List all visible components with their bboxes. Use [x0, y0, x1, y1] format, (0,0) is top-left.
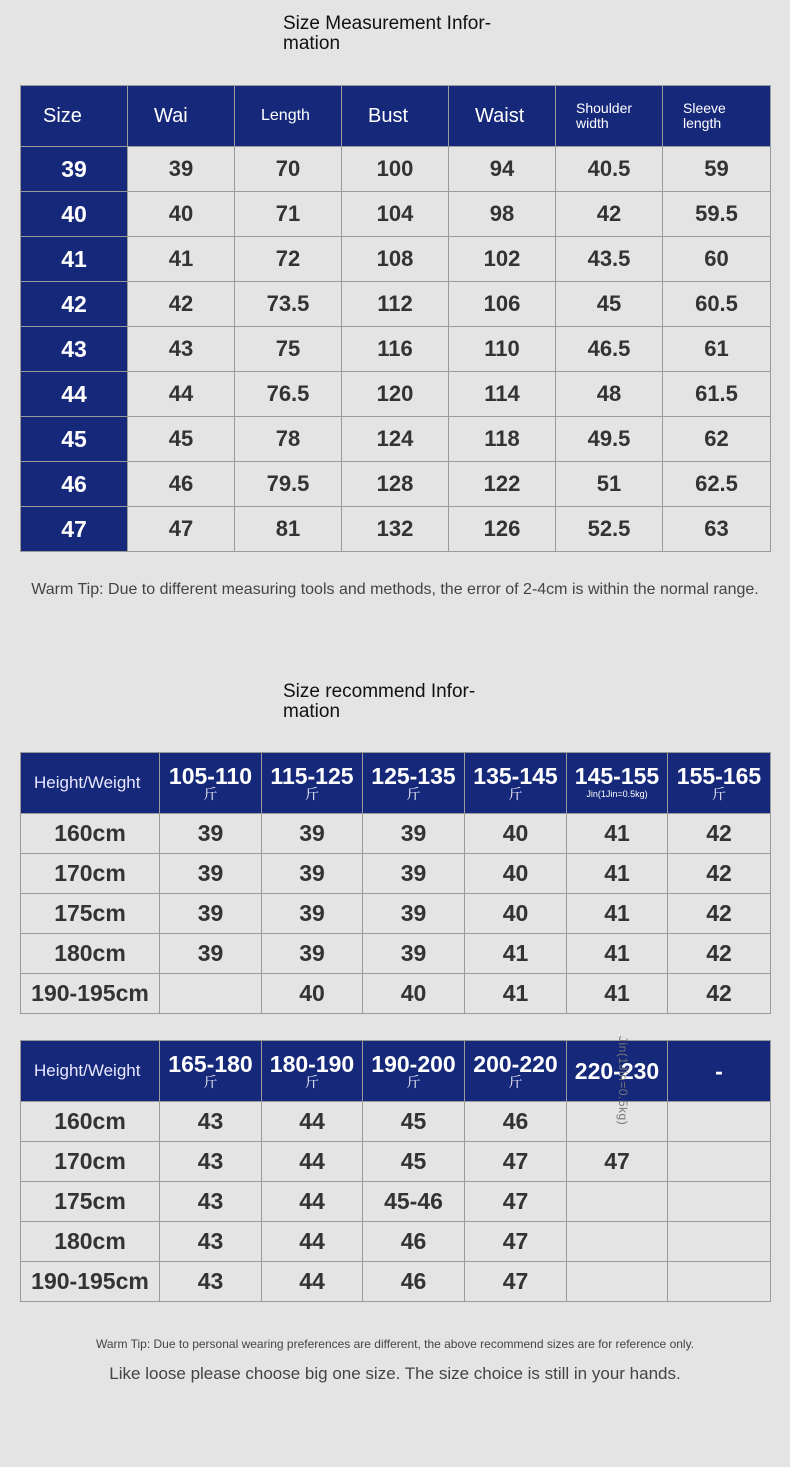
table-header-row [21, 1041, 771, 1102]
table-cell: 40 [465, 814, 567, 854]
table-cell: 46 [363, 1222, 465, 1262]
table-cell: 46.5 [556, 327, 663, 372]
table-row [21, 327, 771, 372]
table-cell: 43 [160, 1262, 262, 1302]
jin-conversion-note: Jin(1Jin=0.5kg) [616, 1036, 630, 1126]
table-cell: 47 [465, 1142, 567, 1182]
weight-unit: 斤 [305, 1074, 319, 1090]
table-cell: 75 [235, 327, 342, 372]
table-cell: 59 [663, 147, 771, 192]
table-cell: 132 [342, 507, 449, 552]
weight-range-label: 180-190 [269, 1051, 355, 1077]
header-length: Length [235, 86, 342, 147]
weight-unit: 斤 [406, 786, 421, 802]
weight-unit: 斤 [508, 1074, 523, 1090]
table-cell: 79.5 [235, 462, 342, 507]
table-row [21, 462, 771, 507]
size-measurement-table [20, 85, 771, 552]
table-cell: 44 [262, 1142, 363, 1182]
table-cell: 47 [465, 1182, 567, 1222]
table-cell: 41 [567, 894, 668, 934]
table-cell: 47 [567, 1142, 668, 1182]
height-label-cell: 180cm [21, 1222, 160, 1262]
table-cell: 45 [363, 1102, 465, 1142]
table-cell: 44 [262, 1102, 363, 1142]
table-cell: 42 [668, 894, 771, 934]
height-label-cell: 180cm [21, 934, 160, 974]
table-row [21, 1262, 771, 1302]
weight-unit: 斤 [406, 1074, 421, 1090]
table-cell: 41 [465, 934, 567, 974]
table-cell: 43 [160, 1222, 262, 1262]
table-cell: 44 [128, 372, 235, 417]
table-cell: 39 [262, 814, 363, 854]
header-height-weight: Height/Weight [21, 1041, 160, 1102]
table-cell: 42 [668, 854, 771, 894]
table-cell: 76.5 [235, 372, 342, 417]
table-cell: 46 [363, 1262, 465, 1302]
table-cell: 110 [449, 327, 556, 372]
table-cell: 102 [449, 237, 556, 282]
size-recommend-table-b [20, 1040, 771, 1302]
size-label-cell: 44 [21, 372, 128, 417]
table-row [21, 854, 771, 894]
table-row [21, 1102, 771, 1142]
header-weight-range [262, 753, 363, 814]
table-cell: 81 [235, 507, 342, 552]
height-label-cell: 175cm [21, 894, 160, 934]
table-cell: 60.5 [663, 282, 771, 327]
table-row [21, 147, 771, 192]
table-cell: 41 [567, 934, 668, 974]
table-cell: 52.5 [556, 507, 663, 552]
table-cell: 39 [160, 894, 262, 934]
height-label-cell: 175cm [21, 1182, 160, 1222]
weight-unit: 斤 [203, 1074, 218, 1090]
table-cell: 122 [449, 462, 556, 507]
weight-unit: 斤 [305, 786, 319, 802]
table-row [21, 192, 771, 237]
size-label-cell: 45 [21, 417, 128, 462]
height-label-cell: 170cm [21, 1142, 160, 1182]
table-cell: 116 [342, 327, 449, 372]
table-row [21, 974, 771, 1014]
table-cell: 41 [567, 974, 668, 1014]
height-label-cell: 190-195cm [21, 974, 160, 1014]
table-cell: 47 [465, 1262, 567, 1302]
table-cell: 43 [160, 1142, 262, 1182]
table-cell: 120 [342, 372, 449, 417]
table-cell: 63 [663, 507, 771, 552]
table-row [21, 894, 771, 934]
table-cell: 45 [363, 1142, 465, 1182]
weight-unit: 斤 [203, 786, 218, 802]
table-cell: 39 [363, 854, 465, 894]
table-cell [567, 1262, 668, 1302]
table-cell: 61 [663, 327, 771, 372]
table-cell: 124 [342, 417, 449, 462]
table-cell: 41 [567, 854, 668, 894]
table-cell: 42 [128, 282, 235, 327]
weight-range-label: 220-230 [574, 1058, 660, 1084]
table-cell: 104 [342, 192, 449, 237]
table-row [21, 417, 771, 462]
table-cell: 49.5 [556, 417, 663, 462]
header-waist: Waist [449, 86, 556, 147]
table-cell: 43.5 [556, 237, 663, 282]
size-label-cell: 39 [21, 147, 128, 192]
table-cell: 39 [160, 934, 262, 974]
table-cell: 40.5 [556, 147, 663, 192]
table-cell: 108 [342, 237, 449, 282]
measurement-tip: Warm Tip: Due to different measuring tools and methods, the error of 2-4cm is within the normal range. [31, 581, 759, 598]
header-weight-range [262, 1041, 363, 1102]
weight-unit: Jin(1Jin=0.5kg) [586, 789, 648, 799]
header-weight-range [363, 753, 465, 814]
size-label-cell: 46 [21, 462, 128, 507]
table-cell: 42 [556, 192, 663, 237]
header-weight-range [668, 1041, 771, 1102]
size-label-cell: 43 [21, 327, 128, 372]
header-weight-range [465, 753, 567, 814]
table-cell [668, 1102, 771, 1142]
table-cell: 60 [663, 237, 771, 282]
size-label-cell: 47 [21, 507, 128, 552]
height-label-cell: 160cm [21, 1102, 160, 1142]
size-recommend-table-a [20, 752, 771, 1014]
table-cell: 126 [449, 507, 556, 552]
table-cell: 39 [363, 814, 465, 854]
table-cell: 39 [262, 934, 363, 974]
table-row [21, 282, 771, 327]
table-cell: 43 [160, 1182, 262, 1222]
table-cell: 61.5 [663, 372, 771, 417]
table-cell: 39 [160, 814, 262, 854]
header-size: Size [21, 86, 128, 147]
table-cell: 39 [262, 854, 363, 894]
header-height-weight: Height/Weight [21, 753, 160, 814]
header-weight-range [160, 753, 262, 814]
table-cell: 39 [363, 934, 465, 974]
table-cell [668, 1262, 771, 1302]
header-weight-range [465, 1041, 567, 1102]
table-cell: 70 [235, 147, 342, 192]
height-label-cell: 170cm [21, 854, 160, 894]
table-cell: 78 [235, 417, 342, 462]
table-cell: 118 [449, 417, 556, 462]
weight-unit: 斤 [508, 786, 523, 802]
table-cell [567, 1182, 668, 1222]
weight-range-label: 115-125 [270, 763, 354, 789]
table-cell: 98 [449, 192, 556, 237]
table-cell: 48 [556, 372, 663, 417]
table-cell: 62 [663, 417, 771, 462]
table-cell: 114 [449, 372, 556, 417]
table-cell: 43 [128, 327, 235, 372]
recommend-title: Size recommend Infor- mation [283, 681, 476, 722]
table-row [21, 1142, 771, 1182]
header-weight-range [567, 753, 668, 814]
table-cell: 39 [363, 894, 465, 934]
weight-range-label: 105-110 [168, 763, 253, 789]
weight-range-label: 155-165 [676, 763, 762, 789]
table-cell: 94 [449, 147, 556, 192]
table-row [21, 1182, 771, 1222]
measurement-title: Size Measurement Infor- mation [283, 13, 492, 54]
recommend-tip: Warm Tip: Due to personal wearing preferences are different, the above recommend sizes are for reference only. [95, 1337, 695, 1351]
table-cell: 62.5 [663, 462, 771, 507]
table-cell: 47 [128, 507, 235, 552]
table-cell: 128 [342, 462, 449, 507]
table-cell: 100 [342, 147, 449, 192]
table-header-row [21, 753, 771, 814]
table-cell: 40 [262, 974, 363, 1014]
table-row [21, 814, 771, 854]
table-cell: 44 [262, 1182, 363, 1222]
table-cell: 73.5 [235, 282, 342, 327]
weight-unit: 斤 [712, 786, 726, 802]
weight-range-label: 190-200 [371, 1051, 456, 1077]
table-cell: 47 [465, 1222, 567, 1262]
header-shoulder-width: Shoulder width [556, 86, 663, 147]
table-cell: 51 [556, 462, 663, 507]
table-cell: 59.5 [663, 192, 771, 237]
table-cell: 106 [449, 282, 556, 327]
table-cell: 44 [262, 1262, 363, 1302]
header-bust: Bust [342, 86, 449, 147]
weight-range-label: 135-145 [473, 763, 558, 789]
header-weight-range [363, 1041, 465, 1102]
height-label-cell: 160cm [21, 814, 160, 854]
header-wai: Wai [128, 86, 235, 147]
table-cell [668, 1182, 771, 1222]
size-label-cell: 42 [21, 282, 128, 327]
table-cell: 40 [465, 894, 567, 934]
weight-range-label: 125-135 [371, 763, 456, 789]
weight-range-label: - [715, 1058, 723, 1084]
table-row [21, 372, 771, 417]
header-weight-range [668, 753, 771, 814]
table-cell: 39 [160, 854, 262, 894]
table-header-row [21, 86, 771, 147]
table-cell: 44 [262, 1222, 363, 1262]
table-cell: 40 [363, 974, 465, 1014]
table-row [21, 507, 771, 552]
height-label-cell: 190-195cm [21, 1262, 160, 1302]
size-label-cell: 40 [21, 192, 128, 237]
table-cell: 41 [567, 814, 668, 854]
table-cell: 40 [465, 854, 567, 894]
weight-range-label: 165-180 [168, 1051, 253, 1077]
table-cell: 42 [668, 974, 771, 1014]
table-cell: 41 [465, 974, 567, 1014]
weight-range-label: 145-155 [574, 763, 660, 789]
table-cell: 45 [128, 417, 235, 462]
table-cell: 45 [556, 282, 663, 327]
table-cell: 39 [128, 147, 235, 192]
header-sleeve-length: Sleeve length [663, 86, 771, 147]
size-label-cell: 41 [21, 237, 128, 282]
table-cell [668, 1222, 771, 1262]
table-cell: 39 [262, 894, 363, 934]
table-cell: 41 [128, 237, 235, 282]
table-cell: 71 [235, 192, 342, 237]
table-cell: 45-46 [363, 1182, 465, 1222]
loose-fit-tip: Like loose please choose big one size. The size choice is still in your hands. [109, 1364, 681, 1383]
table-cell: 46 [128, 462, 235, 507]
weight-range-label: 200-220 [473, 1051, 558, 1077]
table-cell [668, 1142, 771, 1182]
table-cell: 42 [668, 814, 771, 854]
table-cell [567, 1222, 668, 1262]
table-cell: 112 [342, 282, 449, 327]
table-cell: 72 [235, 237, 342, 282]
table-row [21, 1222, 771, 1262]
table-row [21, 934, 771, 974]
table-cell: 42 [668, 934, 771, 974]
table-cell: 40 [128, 192, 235, 237]
header-weight-range [160, 1041, 262, 1102]
table-cell [160, 974, 262, 1014]
table-cell: 46 [465, 1102, 567, 1142]
table-cell: 43 [160, 1102, 262, 1142]
table-row [21, 237, 771, 282]
